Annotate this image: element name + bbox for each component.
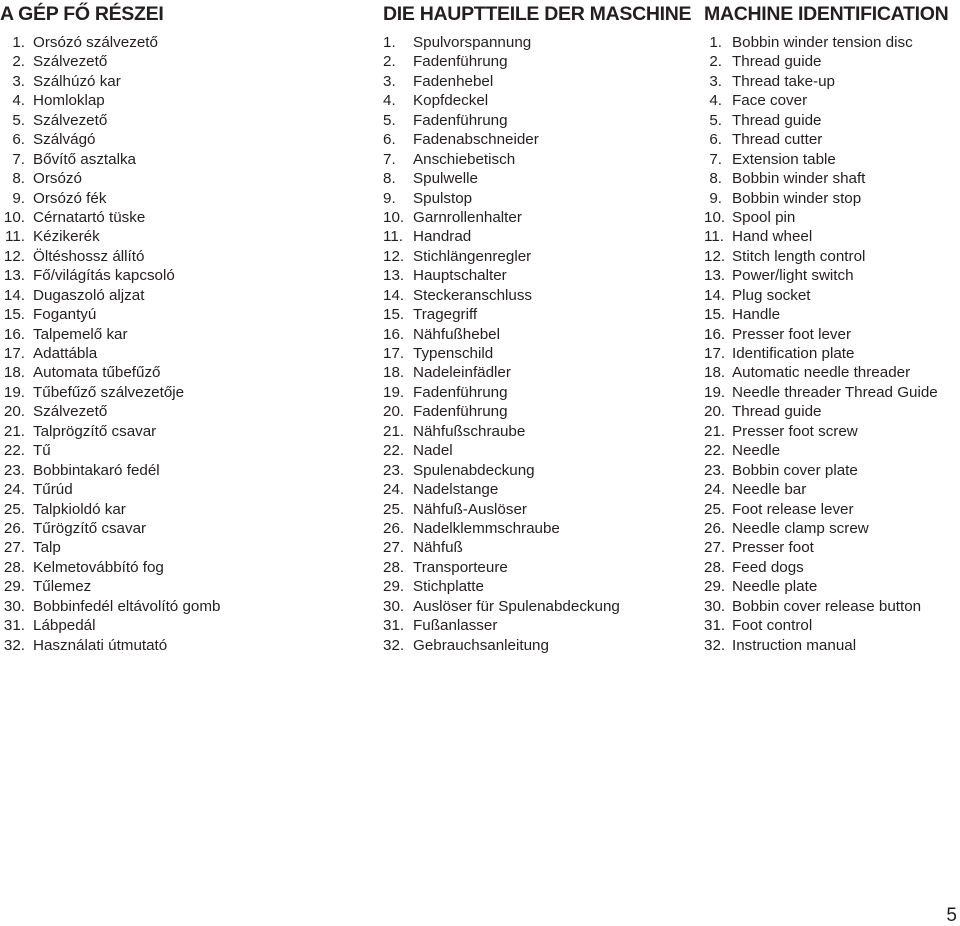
item-number: 30.: [3, 597, 25, 615]
list-item: [0, 72, 360, 91]
list-item: [383, 616, 703, 635]
item-label: Talpemelő kar: [33, 325, 128, 343]
item-label: Bobbin winder shaft: [732, 170, 866, 188]
item-number: 9.: [709, 189, 722, 207]
item-label: Fadenführung: [413, 53, 508, 71]
item-label: Tragegriff: [413, 306, 478, 324]
item-number: 20.: [704, 403, 726, 421]
item-label: Bobbin cover plate: [732, 461, 858, 479]
item-label: Fadenführung: [413, 383, 508, 401]
item-number: 16.: [704, 325, 726, 343]
item-label: Foot control: [732, 617, 813, 635]
column-hungarian: [0, 3, 360, 655]
item-number: 14.: [383, 286, 405, 304]
item-label: Tűbefűző szálvezetője: [33, 383, 185, 401]
item-label: Hauptschalter: [413, 267, 507, 285]
list-item: [704, 422, 960, 441]
item-label: Kézikerék: [33, 228, 100, 246]
item-label: Power/light switch: [732, 267, 854, 285]
item-number: 21.: [383, 422, 405, 440]
item-number: 1.: [12, 34, 25, 51]
list-item: [0, 169, 360, 188]
item-label: Fadenführung: [413, 111, 508, 129]
item-label: Spulenabdeckung: [413, 461, 535, 479]
item-label: Automatic needle threader: [732, 364, 911, 382]
item-number: 3.: [709, 72, 722, 90]
item-label: Face cover: [732, 92, 808, 110]
list-item: [0, 266, 360, 285]
list-item: [0, 480, 360, 499]
list-item: [383, 91, 703, 110]
item-label: Nähfußschraube: [413, 422, 526, 440]
list-item: [383, 538, 703, 557]
item-label: Typenschild: [413, 345, 494, 362]
list-item: [0, 402, 360, 421]
item-number: 26.: [3, 519, 25, 537]
list-item: [704, 247, 960, 266]
item-label: Szálvezető: [33, 111, 108, 129]
list-item: [0, 616, 360, 635]
item-label: Talpkioldó kar: [33, 500, 126, 518]
item-label: Spulstop: [413, 189, 473, 207]
item-number: 6.: [709, 131, 722, 149]
item-label: Fogantyú: [33, 306, 97, 324]
item-number: 14.: [704, 286, 726, 304]
item-number: 23.: [3, 461, 25, 479]
item-number: 23.: [704, 461, 726, 479]
item-label: Bővítő asztalka: [33, 150, 136, 168]
parts-list: [0, 33, 360, 655]
item-number: 12.: [704, 247, 726, 265]
item-number: 1.: [383, 34, 396, 51]
item-number: 2.: [383, 53, 396, 71]
list-item: [0, 52, 360, 71]
item-number: 25.: [383, 500, 405, 518]
item-label: Bobbin cover release button: [732, 597, 922, 615]
list-item: [704, 52, 960, 71]
item-number: 10.: [3, 208, 25, 226]
item-label: Plug socket: [732, 286, 811, 304]
item-number: 15.: [704, 306, 726, 324]
item-label: Auslöser für Spulenabdeckung: [413, 597, 620, 615]
column-title: DIE HAUPTTEILE DER MASCHINE: [383, 3, 692, 25]
item-number: 31.: [383, 617, 405, 635]
item-number: 2.: [709, 53, 722, 71]
item-number: 19.: [704, 383, 726, 401]
item-label: Használati útmutató: [33, 636, 168, 654]
list-item: [383, 363, 703, 382]
item-label: Spulvorspannung: [413, 34, 532, 51]
item-number: 4.: [709, 92, 722, 110]
list-item: [704, 72, 960, 91]
list-item: [383, 208, 703, 227]
parts-list: [704, 33, 960, 655]
column-english: [704, 3, 960, 655]
item-label: Nähfußhebel: [413, 325, 500, 343]
item-label: Stitch length control: [732, 247, 866, 265]
list-item: [704, 383, 960, 402]
item-number: 31.: [704, 617, 726, 635]
item-label: Szálvezető: [33, 53, 108, 71]
item-label: Homloklap: [33, 92, 105, 110]
item-number: 5.: [383, 111, 396, 129]
list-item: [383, 52, 703, 71]
list-item: [704, 480, 960, 499]
list-item: [0, 441, 360, 460]
item-label: Nadelstange: [413, 481, 499, 499]
list-item: [0, 363, 360, 382]
item-number: 18.: [383, 364, 405, 382]
list-item: [383, 150, 703, 169]
list-item: [0, 461, 360, 480]
list-item: [383, 461, 703, 480]
item-label: Szálvezető: [33, 403, 108, 421]
item-label: Thread guide: [732, 111, 822, 129]
list-item: [704, 325, 960, 344]
item-label: Szálvágó: [33, 131, 96, 149]
item-label: Fadenhebel: [413, 72, 494, 90]
item-number: 29.: [3, 578, 25, 596]
item-number: 5.: [12, 111, 25, 129]
item-number: 20.: [383, 403, 405, 421]
item-number: 11.: [5, 228, 25, 246]
list-item: [0, 325, 360, 344]
item-number: 13.: [704, 267, 726, 285]
list-item: [0, 383, 360, 402]
item-label: Stichlängenregler: [413, 247, 532, 265]
item-number: 11.: [383, 228, 403, 246]
item-number: 32.: [3, 636, 25, 654]
item-number: 22.: [383, 442, 405, 460]
column-title: A GÉP FŐ RÉSZEI: [0, 3, 164, 25]
list-item: [0, 500, 360, 519]
item-label: Fő/világítás kapcsoló: [33, 267, 175, 285]
list-item: [383, 441, 703, 460]
list-item: [704, 363, 960, 382]
item-number: 15.: [3, 306, 25, 324]
item-number: 25.: [3, 500, 25, 518]
list-item: [383, 305, 703, 324]
item-label: Presser foot lever: [732, 325, 852, 343]
item-label: Nähfuß-Auslöser: [413, 500, 527, 518]
item-number: 1.: [709, 34, 722, 51]
item-label: Presser foot: [732, 539, 814, 557]
list-item: [383, 266, 703, 285]
item-number: 7.: [383, 150, 396, 168]
list-item: [0, 130, 360, 149]
list-item: [383, 286, 703, 305]
item-label: Nadelklemmschraube: [413, 519, 560, 537]
item-number: 28.: [704, 558, 726, 576]
item-label: Stichplatte: [413, 578, 484, 596]
list-item: [0, 111, 360, 130]
item-number: 10.: [704, 208, 726, 226]
list-item: [383, 480, 703, 499]
item-number: 7.: [12, 150, 25, 168]
page-number: 5: [946, 905, 957, 926]
item-number: 24.: [3, 481, 25, 499]
item-number: 13.: [3, 267, 25, 285]
list-item: [704, 266, 960, 285]
item-label: Needle clamp screw: [732, 519, 869, 537]
item-label: Garnrollenhalter: [413, 208, 522, 226]
item-number: 29.: [704, 578, 726, 596]
item-number: 32.: [704, 636, 726, 654]
item-number: 12.: [383, 247, 405, 265]
list-item: [0, 558, 360, 577]
list-item: [0, 286, 360, 305]
item-number: 5.: [709, 111, 722, 129]
item-number: 27.: [383, 539, 405, 557]
item-number: 12.: [3, 247, 25, 265]
list-item: [383, 130, 703, 149]
list-item: [0, 91, 360, 110]
item-label: Foot release lever: [732, 500, 854, 518]
item-number: 8.: [12, 170, 25, 188]
item-label: Talprögzítő csavar: [33, 422, 157, 440]
item-label: Steckeranschluss: [413, 286, 533, 304]
list-item: [704, 500, 960, 519]
item-number: 15.: [383, 306, 405, 324]
item-number: 13.: [383, 267, 405, 285]
list-item: [704, 461, 960, 480]
item-number: 16.: [3, 325, 25, 343]
item-number: 17.: [383, 345, 405, 362]
item-label: Tűrúd: [33, 481, 73, 499]
item-label: Tű: [33, 442, 51, 460]
item-number: 11.: [704, 228, 724, 246]
item-label: Anschiebetisch: [413, 150, 516, 168]
item-number: 28.: [383, 558, 405, 576]
list-item: [704, 441, 960, 460]
item-label: Nadeleinfädler: [413, 364, 511, 382]
list-item: [704, 208, 960, 227]
item-label: Spool pin: [732, 208, 796, 226]
item-label: Szálhúzó kar: [33, 72, 121, 90]
item-number: 2.: [12, 53, 25, 71]
list-item: [383, 189, 703, 208]
item-number: 19.: [383, 383, 405, 401]
item-number: 30.: [704, 597, 726, 615]
item-label: Orsózó fék: [33, 189, 107, 207]
list-item: [383, 577, 703, 596]
item-label: Spulwelle: [413, 170, 479, 188]
item-number: 28.: [3, 558, 25, 576]
list-item: [0, 422, 360, 441]
item-number: 26.: [704, 519, 726, 537]
list-item: [704, 538, 960, 557]
item-number: 22.: [704, 442, 726, 460]
list-item: [704, 169, 960, 188]
list-item: [704, 130, 960, 149]
item-number: 31.: [3, 617, 25, 635]
list-item: [704, 636, 960, 655]
item-number: 27.: [3, 539, 25, 557]
item-number: 26.: [383, 519, 405, 537]
item-label: Feed dogs: [732, 558, 804, 576]
list-item: [704, 286, 960, 305]
item-number: 4.: [383, 92, 396, 110]
item-number: 22.: [3, 442, 25, 460]
item-label: Kopfdeckel: [413, 92, 489, 110]
item-number: 8.: [383, 170, 396, 188]
item-label: Thread guide: [732, 403, 822, 421]
list-item: [704, 91, 960, 110]
item-number: 19.: [3, 383, 25, 401]
item-number: 25.: [704, 500, 726, 518]
item-label: Nähfuß: [413, 539, 463, 557]
item-label: Tűlemez: [33, 578, 92, 596]
item-number: 21.: [704, 422, 726, 440]
item-number: 9.: [383, 189, 396, 207]
list-item: [704, 597, 960, 616]
item-label: Fußanlasser: [413, 617, 498, 635]
item-number: 6.: [383, 131, 396, 149]
item-label: Bobbintakaró fedél: [33, 461, 160, 479]
item-number: 4.: [12, 92, 25, 110]
list-item: [0, 305, 360, 324]
list-item: [383, 325, 703, 344]
column-german: [383, 3, 703, 655]
item-label: Extension table: [732, 150, 836, 168]
item-label: Thread take-up: [732, 72, 835, 90]
list-item: [0, 344, 360, 363]
list-item: [704, 150, 960, 169]
item-label: Needle: [732, 442, 781, 460]
list-item: [0, 189, 360, 208]
list-item: [0, 519, 360, 538]
list-item: [704, 111, 960, 130]
item-label: Handle: [732, 306, 781, 324]
item-label: Presser foot screw: [732, 422, 858, 440]
parts-list: [383, 33, 703, 655]
item-number: 24.: [704, 481, 726, 499]
item-number: 9.: [12, 189, 25, 207]
item-number: 7.: [709, 150, 722, 168]
item-number: 21.: [3, 422, 25, 440]
list-item: [0, 150, 360, 169]
list-item: [704, 227, 960, 246]
item-label: Bobbin winder stop: [732, 189, 862, 207]
list-item: [383, 597, 703, 616]
list-item: [383, 247, 703, 266]
list-item: [383, 111, 703, 130]
list-item: [383, 33, 703, 52]
list-item: [704, 189, 960, 208]
list-item: [383, 72, 703, 91]
item-label: Adattábla: [33, 345, 98, 362]
list-item: [383, 402, 703, 421]
item-number: 18.: [704, 364, 726, 382]
list-item: [704, 305, 960, 324]
item-number: 14.: [3, 286, 25, 304]
item-label: Orsózó: [33, 170, 82, 188]
list-item: [704, 344, 960, 363]
list-item: [383, 500, 703, 519]
item-number: 29.: [383, 578, 405, 596]
item-label: Lábpedál: [33, 617, 96, 635]
list-item: [383, 422, 703, 441]
item-number: 8.: [709, 170, 722, 188]
item-number: 24.: [383, 481, 405, 499]
item-number: 30.: [383, 597, 405, 615]
item-label: Bobbinfedél eltávolító gomb: [33, 597, 221, 615]
item-number: 10.: [383, 208, 405, 226]
item-number: 17.: [3, 345, 25, 362]
list-item: [704, 33, 960, 52]
item-label: Needle bar: [732, 481, 807, 499]
list-item: [0, 208, 360, 227]
item-label: Gebrauchsanleitung: [413, 636, 549, 654]
list-item: [0, 597, 360, 616]
item-label: Kelmetovábbító fog: [33, 558, 164, 576]
list-item: [0, 247, 360, 266]
list-item: [383, 227, 703, 246]
item-number: 17.: [704, 345, 726, 362]
item-label: Cérnatartó tüske: [33, 208, 146, 226]
list-item: [0, 227, 360, 246]
item-label: Identification plate: [732, 345, 855, 362]
list-item: [704, 577, 960, 596]
list-item: [704, 558, 960, 577]
item-label: Fadenabschneider: [413, 131, 539, 149]
item-label: Bobbin winder tension disc: [732, 34, 913, 51]
item-number: 6.: [12, 131, 25, 149]
list-item: [383, 636, 703, 655]
list-item: [383, 344, 703, 363]
item-label: Talp: [33, 539, 61, 557]
list-item: [0, 33, 360, 52]
item-label: Thread guide: [732, 53, 822, 71]
item-number: 3.: [383, 72, 396, 90]
item-label: Fadenführung: [413, 403, 508, 421]
item-number: 32.: [383, 636, 405, 654]
item-number: 16.: [383, 325, 405, 343]
item-label: Hand wheel: [732, 228, 813, 246]
list-item: [0, 636, 360, 655]
item-label: Nadel: [413, 442, 453, 460]
item-label: Needle threader Thread Guide: [732, 383, 938, 401]
list-item: [704, 616, 960, 635]
item-label: Automata tűbefűző: [33, 364, 161, 382]
list-item: [704, 519, 960, 538]
column-title: MACHINE IDENTIFICATION: [704, 3, 949, 25]
item-number: 20.: [3, 403, 25, 421]
item-label: Handrad: [413, 228, 472, 246]
list-item: [704, 402, 960, 421]
item-label: Transporteure: [413, 558, 508, 576]
item-label: Needle plate: [732, 578, 818, 596]
list-item: [0, 577, 360, 596]
item-label: Instruction manual: [732, 636, 857, 654]
list-item: [383, 169, 703, 188]
item-label: Orsózó szálvezető: [33, 34, 158, 51]
item-number: 27.: [704, 539, 726, 557]
item-label: Öltéshossz állító: [33, 247, 145, 265]
list-item: [383, 383, 703, 402]
list-item: [0, 538, 360, 557]
item-label: Dugaszoló aljzat: [33, 286, 145, 304]
item-number: 18.: [3, 364, 25, 382]
item-number: 23.: [383, 461, 405, 479]
list-item: [383, 558, 703, 577]
item-label: Tűrögzítő csavar: [33, 519, 147, 537]
list-item: [383, 519, 703, 538]
item-number: 3.: [12, 72, 25, 90]
item-label: Thread cutter: [732, 131, 823, 149]
